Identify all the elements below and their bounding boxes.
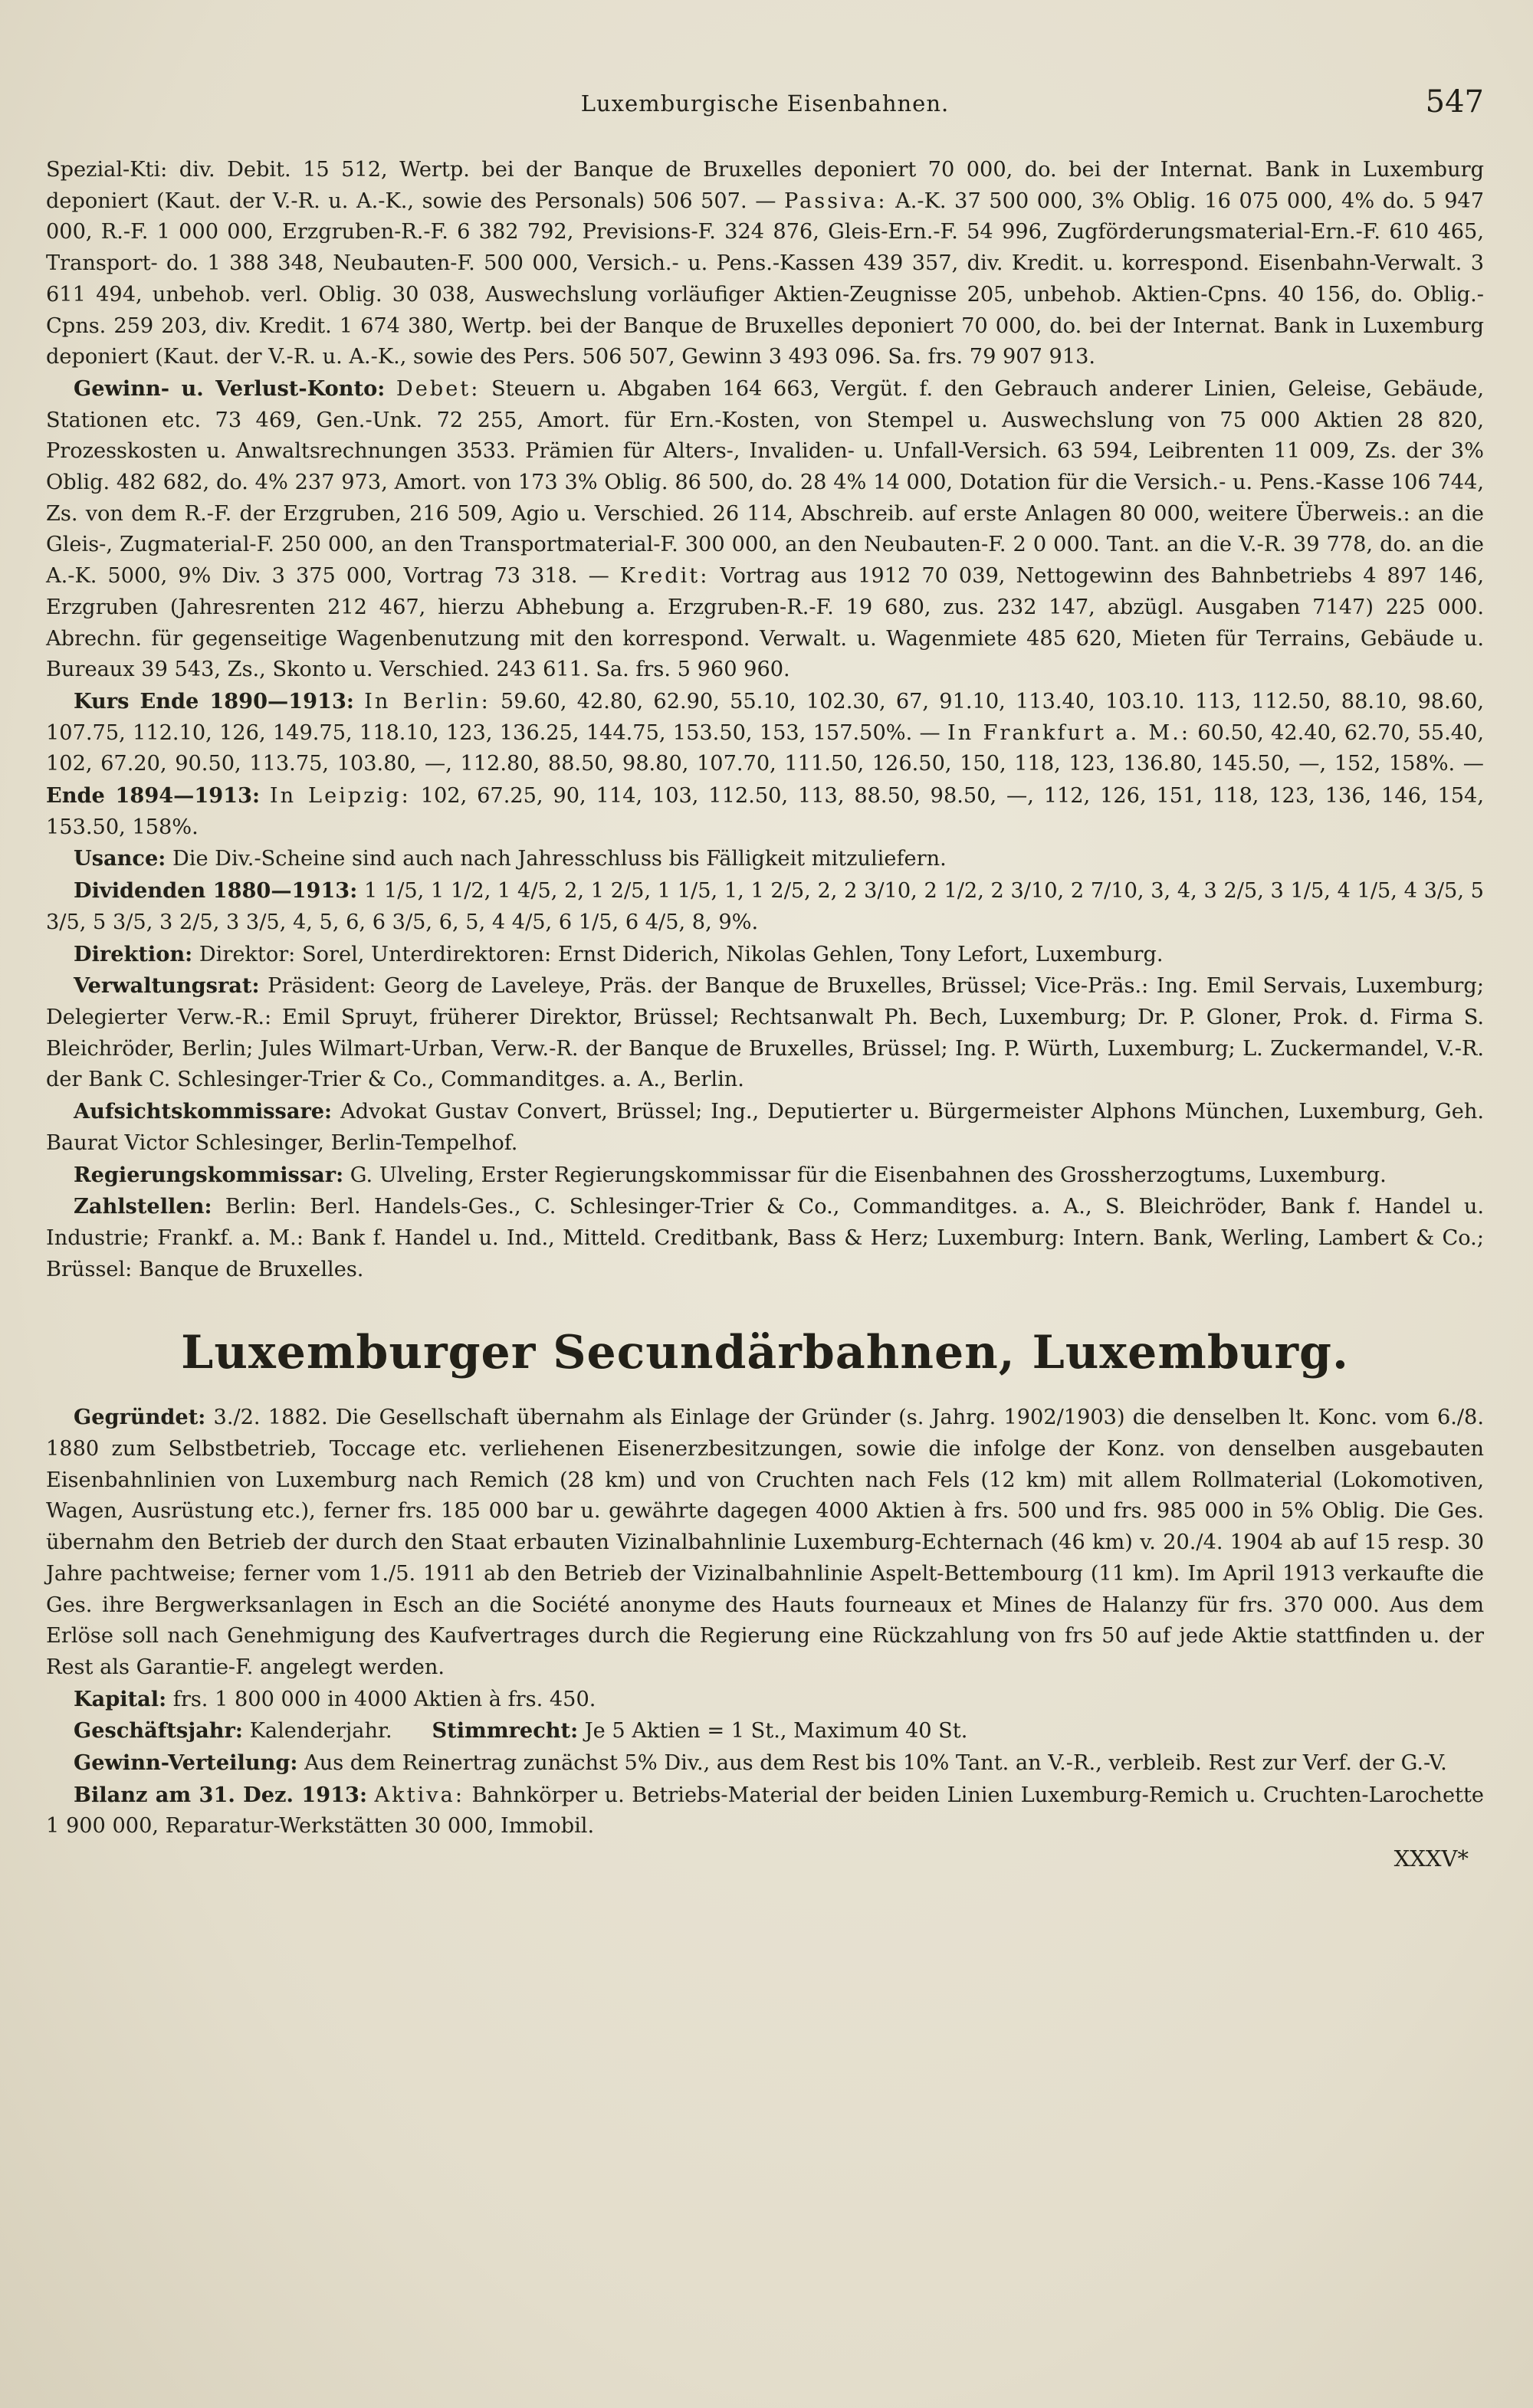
paragraph-regierungskommissar bbox=[46, 1160, 1484, 1192]
signature-mark: XXXV* bbox=[1393, 1845, 1469, 1872]
direktion-text: Direktor: Sorel, Unterdirektoren: Ernst Diderich, Nikolas Gehlen, Tony Lefort, Luxemburg. bbox=[199, 942, 1164, 966]
direktion-label: Direktion: bbox=[74, 941, 193, 966]
paragraph-zahlstellen bbox=[46, 1191, 1484, 1285]
passiva-text: A.-K. 37 500 000, 3% Oblig. 16 075 000, 4% do. 5 947 000, R.-F. 1 000 000, Erzgruben-R.-F. 6 382 792, Previsions-F. 324 876, Gleis-Ern.-F. 54 996, Zugförderungsmaterial-Ern.-F. 610 465, Transport- do. 1 388 348, Neubauten-F. 500 000, Versich.- u. Pens.-Kassen 439 357, div. Kredit. u. korrespond. Eisenbahn-Verwalt. 3 611 494, unbehob. verl. Oblig. 30 038, Auswechslung vorläufiger Aktien-Zeugnisse 205, unbehob. Aktien-Cpns. 40 156, do. Oblig.-Cpns. 259 203, div. Kredit. 1 674 380, Wertp. bei der Banque de Bruxelles deponiert 70 000, do. bei der Internat. Bank in Luxemburg deponiert (Kaut. der V.-R. u. A.-K., sowie des Pers. 506 507, Gewinn 3 493 096. Sa. frs. 79 907 913. bbox=[46, 189, 1484, 369]
section-title-secundaerbahnen: Luxemburger Secundärbahnen, Luxemburg. bbox=[181, 1326, 1349, 1380]
stimmrecht-text: Je 5 Aktien = 1 St., Maximum 40 St. bbox=[584, 1719, 968, 1744]
page-header bbox=[46, 84, 1484, 136]
regierung-label: Regierungskommissar: bbox=[74, 1162, 344, 1187]
paragraph-spezial-kti: Spezial-Kti: div. Debit. 15 512, Wertp. bei der Banque de Bruxelles deponiert 70 000, do. bei der Internat. Bank in Luxemburg deponiert (Kaut. der V.-R. u. A.-K., sowie des Personals) 506 507. — Passiva: A.-K. 37 500 000, 3% Oblig. 16 075 000, 4% do. 5 947 000, R.-F. 1 000 000, Erzgruben-R.-F. 6 382 792, Previsions-F. 324 876, Gleis-Ern.-F. 54 996, Zugförderungsmaterial-Ern.-F. 610 465, Transport- do. 1 388 348, Neubauten-F. 500 000, Versich.- u. Pens.-Kassen 439 357, div. Kredit. u. korrespond. Eisenbahn-Verwalt. 3 611 494, unbehob. verl. Oblig. 30 038, Auswechslung vorläufiger Aktien-Zeugnisse 205, unbehob. Aktien-Cpns. 40 156, do. Oblig.-Cpns. 259 203, div. Kredit. 1 674 380, Wertp. bei der Banque de Bruxelles deponiert 70 000, do. bei der Internat. Bank in Luxemburg deponiert (Kaut. der V.-R. u. A.-K., sowie des Pers. 506 507, Gewinn 3 493 096. Sa. frs. 79 907 913. bbox=[46, 158, 1484, 369]
page-number: 547 bbox=[1425, 84, 1484, 120]
aktiva-label: Aktiva: bbox=[374, 1783, 465, 1807]
kredit-text: Vortrag aus 1912 70 039, Nettogewinn des Bahnbetriebs 4 897 146, Erzgruben (Jahresrenten 212 467, hierzu Abhebung a. Erzgruben-R.-F. 19 680, zus. 232 147, abzügl. Ausgaben 7147) 225 000. Abrechn. für gegenseitige Wagenbenutzung mit den korrespond. Verwalt. u. Wagenmiete 485 620, Mieten für Terrains, Gebäude u. Bureaux 39 543, Zs., Skonto u. Verschied. 243 611. Sa. frs. 5 960 960. bbox=[46, 564, 1484, 682]
paragraph-usance bbox=[46, 843, 1484, 875]
paragraph-gegruendet bbox=[46, 1402, 1484, 1683]
verwaltungsrat-text: Präsident: Georg de Laveleye, Präs. der Banque de Bruxelles, Brüssel; Vice-Präs.: Ing. Emil Servais, Luxemburg; Delegierter Verw.-R.: Emil Spruyt, früherer Direktor, Brüssel; Rechtsanwalt Ph. Bech, Luxemburg; Dr. P. Gloner, Prok. d. Firma S. Bleichröder, Berlin; Jules Wilmart-Urban, Verw.-R. der Banque de Bruxelles, Brüssel; Ing. P. Würth, Luxemburg; L. Zuckermandel, V.-R. der Bank C. Schlesinger-Trier & Co., Commanditges. a. A., Berlin. bbox=[46, 974, 1484, 1092]
gegruendet-text: 3./2. 1882. Die Gesellschaft übernahm als Einlage der Gründer (s. Jahrg. 1902/1903) die denselben lt. Konc. vom 6./8. 1880 zum Selbstbetrieb, Toccage etc. verliehenen Eisenerzbesitzungen, sowie die infolge der Konz. von denselben ausgebauten Eisenbahnlinien von Luxemburg nach Remich (28 km) und von Cruchten nach Fels (12 km) mit allem Rollmaterial (Lokomotiven, Wagen, Ausrüstung etc.), ferner frs. 185 000 bar u. gewährte dagegen 4000 Aktien à frs. 500 und frs. 985 000 in 5% Oblig. Die Ges. übernahm den Betrieb der durch den Staat erbauten Vizinalbahnlinie Luxemburg-Echternach (46 km) v. 20./4. 1904 ab auf 15 resp. 30 Jahre pachtweise; ferner vom 1./5. 1911 ab den Betrieb der Vizinalbahnlinie Aspelt-Bettembourg (11 km). Im April 1913 verkaufte die Ges. ihre Bergwerksanlagen in Esch an die Société anonyme des Hauts fourneaux et Mines de Halanzy für frs. 370 000. Aus dem Erlöse soll nach Genehmigung des Kaufvertrages durch die Regierung eine Rückzahlung von frs 50 auf jede Aktie stattfinden u. der Rest als Garantie-F. angelegt werden. bbox=[46, 1406, 1484, 1679]
paragraph-kapital bbox=[46, 1684, 1484, 1716]
aufsicht-label: Aufsichtskommissare: bbox=[74, 1099, 333, 1124]
bilanz-label: Bilanz am 31. Dez. 1913: bbox=[74, 1782, 368, 1807]
aufsicht-text: Advokat Gustav Convert, Brüssel; Ing., Deputierter u. Bürgermeister Alphons München, Luxemburg, Geh. Baurat Victor Schlesinger, Berlin-Tempelhof. bbox=[46, 1100, 1484, 1155]
usance-text: Die Div.-Scheine sind auch nach Jahresschluss bis Fälligkeit mitzuliefern. bbox=[172, 847, 947, 871]
dividenden-text: 1 1/5, 1 1/2, 1 4/5, 2, 1 2/5, 1 1/5, 1, 1 2/5, 2, 2 3/10, 2 1/2, 2 3/10, 2 7/10, 3, 4, 3 2/5, 3 1/5, 4 1/5, 4 3/5, 5 3/5, 5 3/5, 3 2/5, 3 3/5, 4, 5, 6, 6 3/5, 6, 5, 4 4/5, 6 1/5, 6 4/5, 8, 9%. bbox=[46, 879, 1484, 934]
section-luxemburgische-eisenbahnen bbox=[46, 155, 1484, 1285]
paragraph-aufsichtskommissare bbox=[46, 1096, 1484, 1159]
gewinn-verlust-label: Gewinn- u. Verlust-Konto: bbox=[74, 376, 386, 401]
usance-label: Usance: bbox=[74, 846, 166, 871]
paragraph-gewinn-verlust bbox=[46, 373, 1484, 686]
paragraph-direktion bbox=[46, 939, 1484, 971]
kurs-frankfurt-text: 60.50, 42.40, 62.70, 55.40, 102, 67.20, 90.50, 113.75, 103.80, —, 112.80, 88.50, 98.80, 107.70, 111.50, 126.50, 150, 118, 123, 136.80, 145.50, —, 152, 158%. — bbox=[46, 720, 1484, 776]
running-head: Luxemburgische Eisenbahnen. bbox=[580, 90, 950, 116]
paragraph-dividenden bbox=[46, 875, 1484, 938]
gewinn-verteilung-text: Aus dem Reinertrag zunächst 5% Div., aus dem Rest bis 10% Tant. an V.-R., verbleib. Rest zur Verf. der G.-V. bbox=[304, 1751, 1447, 1776]
leipzig-text: 102, 67.25, 90, 114, 103, 112.50, 113, 88.50, 98.50, —, 112, 126, 151, 118, 123, 136, 146, 154, 153.50, 158%. bbox=[46, 784, 1484, 839]
geschaeftsjahr-label: Geschäftsjahr: bbox=[74, 1718, 243, 1744]
passiva-label: Passiva: bbox=[783, 189, 888, 213]
debet-text: Steuern u. Abgaben 164 663, Vergüt. f. den Gebrauch anderer Linien, Geleise, Gebäude, Stationen etc. 73 469, Gen.-Unk. 72 255, Amort. für Ern.-Kosten, von Stempel u. Auswechslung von 75 000 Aktien 28 820, Prozesskosten u. Anwaltsrechnungen 3533. Prämien für Alters-, Invaliden- u. Unfall-Versich. 63 594, Leibrenten 11 009, Zs. der 3% Oblig. 482 682, do. 4% 237 973, Amort. von 173 3% Oblig. 86 500, do. 28 4% 14 000, Dotation für die Versich.- u. Pens.-Kasse 106 744, Zs. von dem R.-F. der Erzgruben, 216 509, Agio u. Verschied. 26 114, Abschreib. auf erste Anlagen 80 000, weitere Überweis.: an die Gleis-, Zugmaterial-F. 250 000, an den Transportmaterial-F. 300 000, an den Neubauten-F. 2 0 000. Tant. an die V.-R. 39 778, do. an die A.-K. 5000, 9% Div. 3 375 000, Vortrag 73 318. — bbox=[46, 376, 1484, 589]
kapital-text: frs. 1 800 000 in 4000 Aktien à frs. 450. bbox=[172, 1687, 596, 1711]
kurs-frankfurt-label: In Frankfurt a. M.: bbox=[947, 720, 1191, 745]
regierung-text: G. Ulveling, Erster Regierungskommissar für die Eisenbahnen des Grossherzogtums, Luxemburg. bbox=[350, 1163, 1387, 1187]
zahlstellen-text: Berlin: Berl. Handels-Ges., C. Schlesinger-Trier & Co., Commanditges. a. A., S. Bleichröder, Bank f. Handel u. Industrie; Frankf. a. M.: Bank f. Handel u. Ind., Mitteld. Creditbank, Bass & Herz; Luxemburg: Intern. Bank, Werling, Lambert & Co.; Brüssel: Banque de Bruxelles. bbox=[46, 1195, 1484, 1281]
spezial-kti-text: Spezial-Kti: div. Debit. 15 512, Wertp. bei der Banque de Bruxelles deponiert 70 000, do. bei der Internat. Bank in Luxemburg deponiert (Kaut. der V.-R. u. A.-K., sowie des Personals) 506 507. bbox=[46, 158, 1484, 213]
stimmrecht-label: Stimmrecht: bbox=[432, 1718, 579, 1744]
gewinn-verteilung-label: Gewinn-Verteilung: bbox=[74, 1750, 298, 1776]
section-luxemburger-secundaerbahnen bbox=[46, 1402, 1484, 1842]
gegruendet-label: Gegründet: bbox=[74, 1405, 206, 1430]
kurs-label: Kurs Ende 1890—1913: bbox=[74, 688, 354, 714]
ende-label: Ende 1894—1913: bbox=[46, 783, 261, 809]
verwaltungsrat-label: Verwaltungsrat: bbox=[74, 973, 260, 999]
kredit-label: Kredit: bbox=[619, 564, 710, 589]
paragraph-kurs bbox=[46, 686, 1484, 844]
paragraph-geschaeftsjahr bbox=[46, 1715, 1484, 1747]
paragraph-bilanz bbox=[46, 1780, 1484, 1842]
kurs-berlin-text: 59.60, 42.80, 62.90, 55.10, 102.30, 67, 91.10, 113.40, 103.10. 113, 112.50, 88.10, 98.60, 107.75, 112.10, 126, 149.75, 118.10, 123, 136.25, 144.75, 153.50, 153, 157.50%. — bbox=[46, 689, 1484, 745]
kapital-label: Kapital: bbox=[74, 1686, 167, 1711]
dividenden-label: Dividenden 1880—1913: bbox=[74, 878, 358, 904]
paragraph-verwaltungsrat bbox=[46, 970, 1484, 1096]
zahlstellen-label: Zahlstellen: bbox=[74, 1194, 212, 1219]
kurs-berlin-label: In Berlin: bbox=[364, 689, 491, 714]
debet-label: Debet: bbox=[396, 376, 481, 401]
leipzig-label: In Leipzig: bbox=[269, 784, 411, 809]
geschaeftsjahr-text: Kalenderjahr. bbox=[249, 1719, 392, 1744]
aktiva-text: Bahnkörper u. Betriebs-Material der beiden Linien Luxemburg-Remich u. Cruchten-Larochette 1 900 000, Reparatur-Werkstätten 30 000, Immobil. bbox=[46, 1783, 1484, 1839]
paragraph-gewinn-verteilung bbox=[46, 1747, 1484, 1780]
